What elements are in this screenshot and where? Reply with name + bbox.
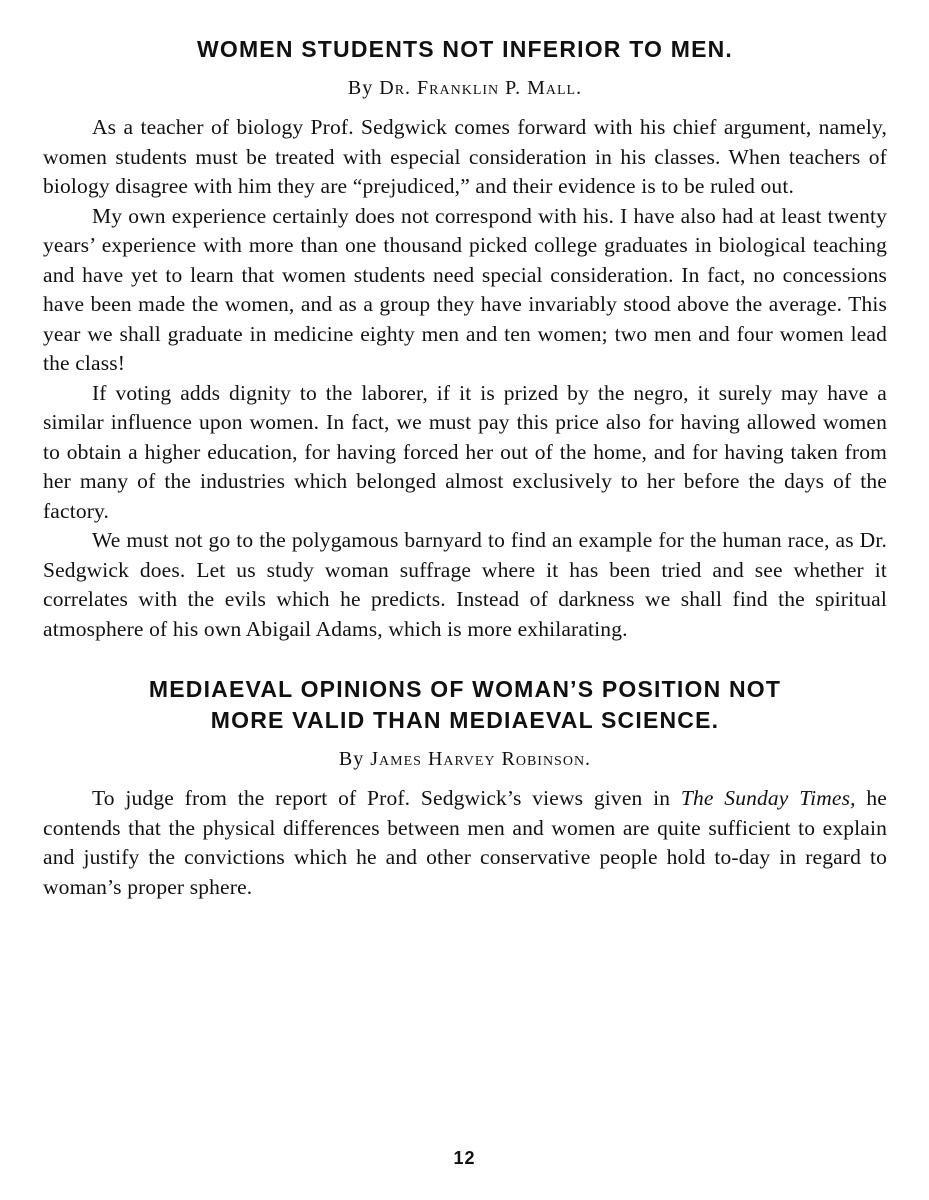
article-1-title: WOMEN STUDENTS NOT INFERIOR TO MEN. (196, 36, 734, 62)
article-2-title (43, 674, 887, 736)
author-name: James Harvey Robinson. (370, 748, 592, 770)
newspaper-title: The Sunday Times, (680, 786, 856, 810)
byline-prefix: By (338, 748, 365, 770)
article-1-byline (43, 75, 887, 101)
author-name: Dr. Franklin P. Mall. (379, 77, 583, 99)
article-1-paragraph-1: As a teacher of biology Prof. Sedgwick comes forward with his chief argument, namely, women students must be treated with especial consideration in his classes. When teachers of biology disagree with him they are “prejudiced,” and their evidence is to be ruled out. (43, 115, 887, 198)
paragraph-lead: To judge from the report of Prof. Sedgwick’s views given in (92, 786, 671, 810)
paragraph-rest: he contends that the physical differences between men and women are quite sufficient to explain and justify the convictions which he and other conservative people hold to-day in regard to woman’s proper sphere. (43, 786, 887, 899)
article-2-title-line-1: MEDIAEVAL OPINIONS OF WOMAN’S POSITION NOT (148, 676, 782, 702)
article-1-paragraph-2: My own experience certainly does not correspond with his. I have also had at least twenty years’ experience with more than one thousand picked college graduates in biological teaching and have yet to learn that women students need special consideration. In fact, no concessions have been made the women, and as a group they have invariably stood above the average. This year we shall graduate in medicine eighty men and ten women; two men and four women lead the class! (43, 203, 887, 375)
article-1-paragraph-4: We must not go to the polygamous barnyard to find an example for the human race, as Dr. Sedgwick does. Let us study woman suffrage where it has been tried and see whether it correlates with the evils which he predicts. Instead of darkness we shall find the spiritual atmosphere of his own Abigail Adams, which is more exhilarating. (43, 528, 887, 641)
article-2-title-line-2: MORE VALID THAN MEDIAEVAL SCIENCE. (210, 707, 720, 733)
section-gap (43, 644, 887, 674)
byline-prefix: By (347, 77, 374, 99)
page-body (43, 34, 887, 902)
article-2-byline (43, 746, 887, 772)
article-1-paragraph-3: If voting adds dignity to the laborer, if it is prized by the negro, it surely may have a similar influence upon women. In fact, we must pay this price also for having allowed women to obtain a higher education, for having forced her out of the home, and for having taken from her many of the industries which belonged almost exclusively to her before the days of the factory. (43, 380, 887, 523)
page-number: 12 (453, 1148, 476, 1168)
article-2-paragraph-1 (43, 784, 887, 902)
